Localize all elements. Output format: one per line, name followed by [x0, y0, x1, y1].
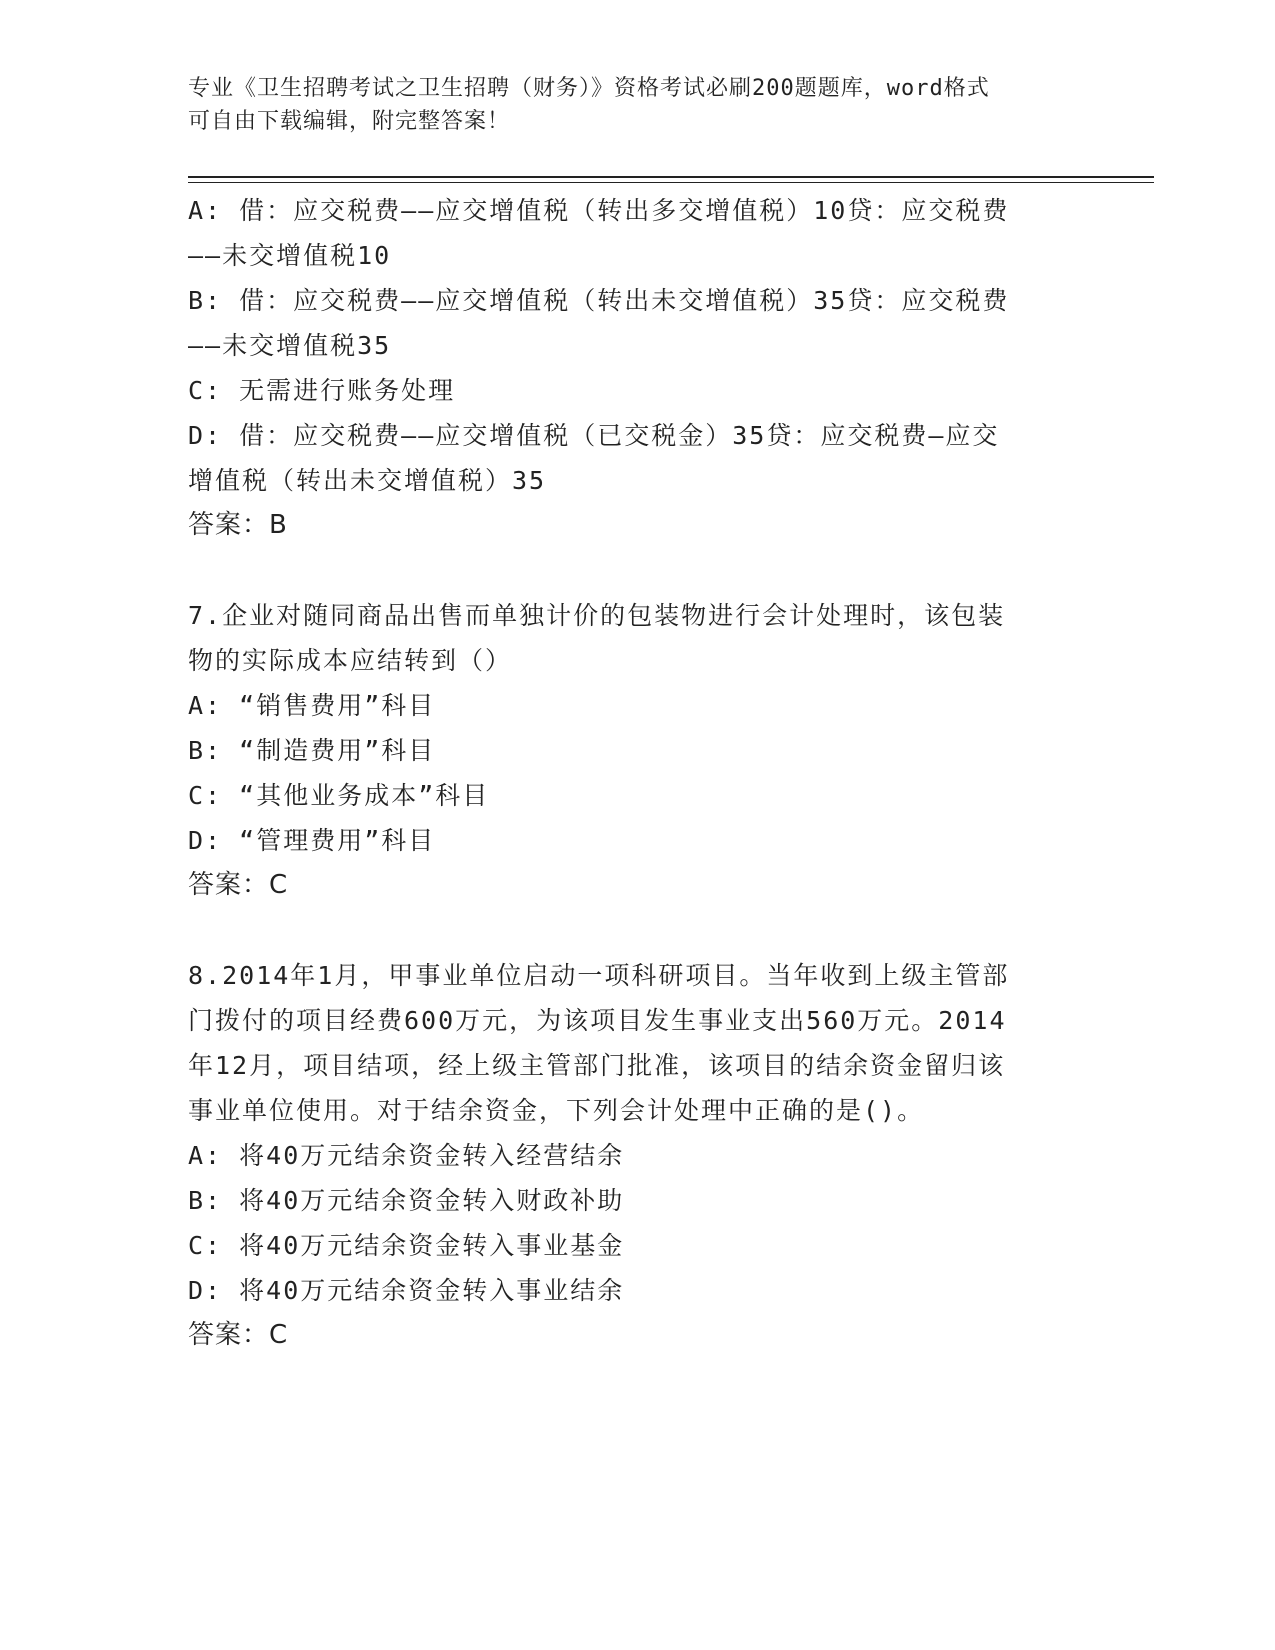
question-stem-line-2: 物的实际成本应结转到（） [188, 646, 513, 675]
option-d: D: 将40万元结余资金转入事业结余 [188, 1276, 625, 1305]
spacer [188, 908, 1078, 953]
option-a-line-1: A: 借：应交税费——应交增值税（转出多交增值税）10贷：应交税费 [188, 196, 1010, 225]
option-b: B: 将40万元结余资金转入财政补助 [188, 1186, 625, 1215]
header-line-2: 可自由下载编辑，附完整答案！ [188, 109, 511, 134]
question-7 [188, 593, 1078, 908]
answer: 答案：B [188, 510, 288, 540]
answer: 答案：C [188, 1320, 289, 1350]
option-d-line-2: 增值税（转出未交增值税）35 [188, 466, 547, 495]
option-c: C: “其他业务成本”科目 [188, 781, 490, 810]
option-d-line-1: D: 借：应交税费——应交增值税（已交税金）35贷：应交税费—应交 [188, 421, 1000, 450]
document-header [188, 72, 1068, 138]
question-8 [188, 953, 1078, 1358]
option-c: C: 将40万元结余资金转入事业基金 [188, 1231, 625, 1260]
question-stem-line-2: 门拨付的项目经费600万元，为该项目发生事业支出560万元。2014 [188, 1006, 1007, 1035]
option-a: A: “销售费用”科目 [188, 691, 436, 720]
header-divider-thin [188, 182, 1154, 183]
option-c: C: 无需进行账务处理 [188, 376, 456, 405]
question-6-options [188, 188, 1078, 548]
question-stem-line-1: 8.2014年1月，甲事业单位启动一项科研项目。当年收到上级主管部 [188, 961, 1010, 990]
option-b-line-2: ——未交增值税35 [188, 331, 392, 360]
option-b: B: “制造费用”科目 [188, 736, 436, 765]
option-b-line-1: B: 借：应交税费——应交增值税（转出未交增值税）35贷：应交税费 [188, 286, 1010, 315]
header-line-1: 专业《卫生招聘考试之卫生招聘（财务）》资格考试必刷200题题库，word格式 [188, 76, 990, 101]
answer: 答案：C [188, 870, 289, 900]
header-divider-thick [188, 176, 1154, 178]
option-a-line-2: ——未交增值税10 [188, 241, 392, 270]
question-stem-line-3: 年12月，项目结项，经上级主管部门批准，该项目的结余资金留归该 [188, 1051, 1006, 1080]
option-a: A: 将40万元结余资金转入经营结余 [188, 1141, 625, 1170]
question-stem-line-1: 7.企业对随同商品出售而单独计价的包装物进行会计处理时，该包装 [188, 601, 1006, 630]
spacer [188, 548, 1078, 593]
document-body [188, 188, 1078, 1358]
option-d: D: “管理费用”科目 [188, 826, 436, 855]
question-stem-line-4: 事业单位使用。对于结余资金，下列会计处理中正确的是()。 [188, 1096, 925, 1125]
